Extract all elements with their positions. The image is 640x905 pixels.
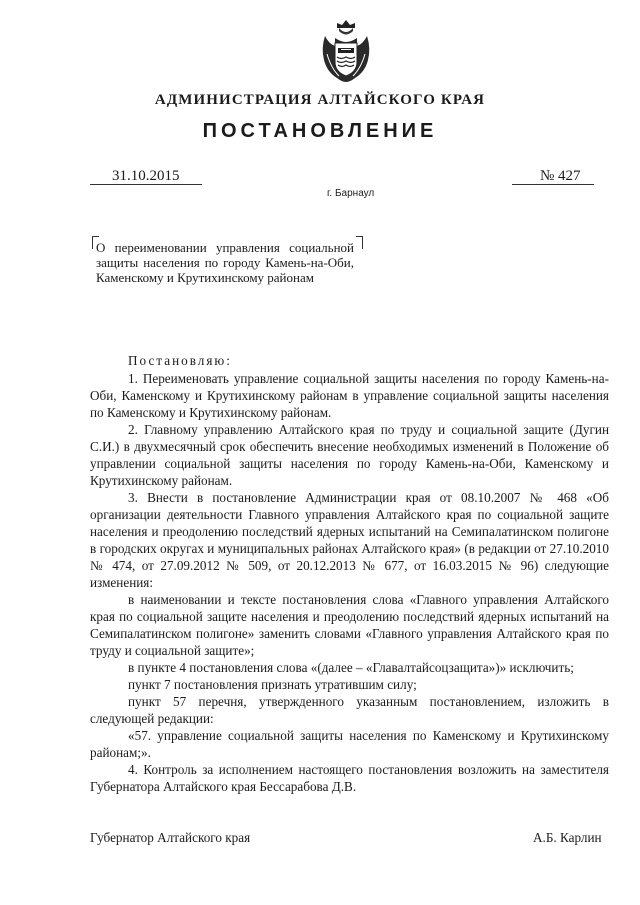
organization-name: АДМИНИСТРАЦИЯ АЛТАЙСКОГО КРАЯ <box>154 92 486 108</box>
paragraph-3: 3. Внести в постановление Администрации края от 08.10.2007 № 468 «Об организации деятельности Главного управления Алтайского края по социальной защите населения и преодолению последствий ядерных испытаний на Семипалатинском полигоне в городских округах и муниципальных районах Алтайского края» (в редакции от 27.10.2010 № 474, от 27.09.2012 № 509, от 20.12.2013 № 677, от 16.03.2015 № 96) следующие изменения: <box>90 490 609 590</box>
paragraph-3-change-4: пункт 57 перечня, утвержденного указанным постановлением, изложить в следующей редакции: <box>90 694 609 726</box>
paragraph-1: 1. Переименовать управление социальной защиты населения по городу Камень-на-Оби, Каменскому и Крутихинскому районам в управление социальной защиты населения по Каменскому и Крутихинскому районам. <box>90 371 609 420</box>
document-type: ПОСТАНОВЛЕНИЕ <box>202 120 438 142</box>
document-body <box>90 352 609 795</box>
paragraph-3-change-1: в наименовании и тексте постановления слова «Главного управления Алтайского края по социальной защите населения и преодолению последствий ядерных испытаний на Семипалатинском полигоне» заменить словами «Главного управления Алтайского края по труду и социальной защите»; <box>90 592 609 658</box>
paragraph-3-change-2: в пункте 4 постановления слова «(далее – «Главалтайсоцзащита»)» исключить; <box>128 660 574 675</box>
paragraph-3-change-3: пункт 7 постановления признать утратившим силу; <box>128 677 417 692</box>
paragraph-4: 4. Контроль за исполнением настоящего постановления возложить на заместителя Губернатора Алтайского края Бессарабова Д.В. <box>90 762 609 794</box>
number-underline <box>512 184 594 185</box>
coat-of-arms-emblem <box>317 16 375 84</box>
signer-title: Губернатор Алтайского края <box>90 830 251 845</box>
date-underline <box>90 184 202 185</box>
paragraph-2: 2. Главному управлению Алтайского края по труду и социальной защите (Дугин С.И.) в двухмесячный срок обеспечить внесение необходимых изменений в Положение об управлении социальной защиты населения по городу Камень-на-Оби, Каменскому и Крутихинскому районам. <box>90 422 609 488</box>
document-number: № 427 <box>540 168 581 184</box>
signer-name: А.Б. Карлин <box>533 830 602 845</box>
subject-bracket-right <box>356 236 363 249</box>
paragraph-3-change-4-text: «57. управление социальной защиты населения по Каменскому и Крутихинскому районам;». <box>90 728 609 760</box>
city-name: г. Барнаул <box>327 188 375 199</box>
decree-intro: Постановляю: <box>128 353 232 368</box>
document-subject: О переименовании управления социальной защиты населения по городу Камень-на-Оби, Каменскому и Крутихинскому районам <box>96 240 354 285</box>
altai-krai-coat-of-arms-icon <box>317 16 375 84</box>
document-date: 31.10.2015 <box>112 168 180 184</box>
